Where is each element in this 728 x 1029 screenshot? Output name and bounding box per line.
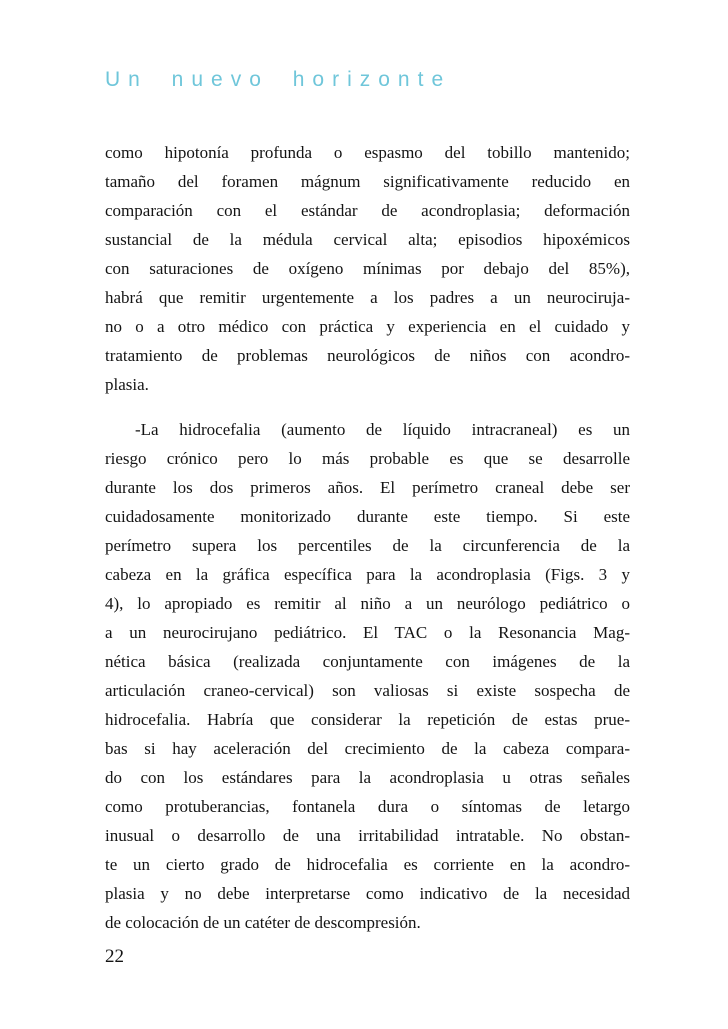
text-line: con saturaciones de oxígeno mínimas por debajo del 85%), <box>105 259 630 278</box>
text-line: articulación craneo-cervical) son valiosas si existe sospecha de <box>105 681 630 700</box>
text-line: sustancial de la médula cervical alta; episodios hipoxémicos <box>105 230 630 249</box>
text-line: tratamiento de problemas neurológicos de niños con acondro- <box>105 346 630 365</box>
text-line: durante los dos primeros años. El perímetro craneal debe ser <box>105 478 630 497</box>
text-line: plasia. <box>105 375 149 394</box>
text-line: riesgo crónico pero lo más probable es que se desarrolle <box>105 449 630 468</box>
text-line: cuidadosamente monitorizado durante este tiempo. Si este <box>105 507 630 526</box>
text-line: de colocación de un catéter de descompresión. <box>105 913 421 932</box>
text-line: como protuberancias, fontanela dura o síntomas de letargo <box>105 797 630 816</box>
paragraph <box>105 138 630 399</box>
text-line: como hipotonía profunda o espasmo del tobillo mantenido; <box>105 143 630 162</box>
text-line: nética básica (realizada conjuntamente con imágenes de la <box>105 652 630 671</box>
text-line: comparación con el estándar de acondroplasia; deformación <box>105 201 630 220</box>
text-line: 4), lo apropiado es remitir al niño a un neurólogo pediátrico o <box>105 594 630 613</box>
text-line: plasia y no debe interpretarse como indicativo de la necesidad <box>105 884 630 903</box>
text-line: habrá que remitir urgentemente a los padres a un neurociruja- <box>105 288 630 307</box>
page-number: 22 <box>105 946 124 967</box>
text-line: inusual o desarrollo de una irritabilidad intratable. No obstan- <box>105 826 630 845</box>
text-line: te un cierto grado de hidrocefalia es corriente en la acondro- <box>105 855 630 874</box>
paragraph <box>105 415 630 937</box>
text-line: perímetro supera los percentiles de la circunferencia de la <box>105 536 630 555</box>
text-line: do con los estándares para la acondroplasia u otras señales <box>105 768 630 787</box>
text-line: tamaño del foramen mágnum significativamente reducido en <box>105 172 630 191</box>
text-line: cabeza en la gráfica específica para la acondroplasia (Figs. 3 y <box>105 565 630 584</box>
text-line: no o a otro médico con práctica y experiencia en el cuidado y <box>105 317 630 336</box>
text-line: -La hidrocefalia (aumento de líquido intracraneal) es un <box>135 420 630 439</box>
text-line: a un neurocirujano pediátrico. El TAC o la Resonancia Mag- <box>105 623 630 642</box>
chapter-heading: Un nuevo horizonte <box>105 68 452 91</box>
text-line: bas si hay aceleración del crecimiento de la cabeza compara- <box>105 739 630 758</box>
text-line: hidrocefalia. Habría que considerar la repetición de estas prue- <box>105 710 630 729</box>
